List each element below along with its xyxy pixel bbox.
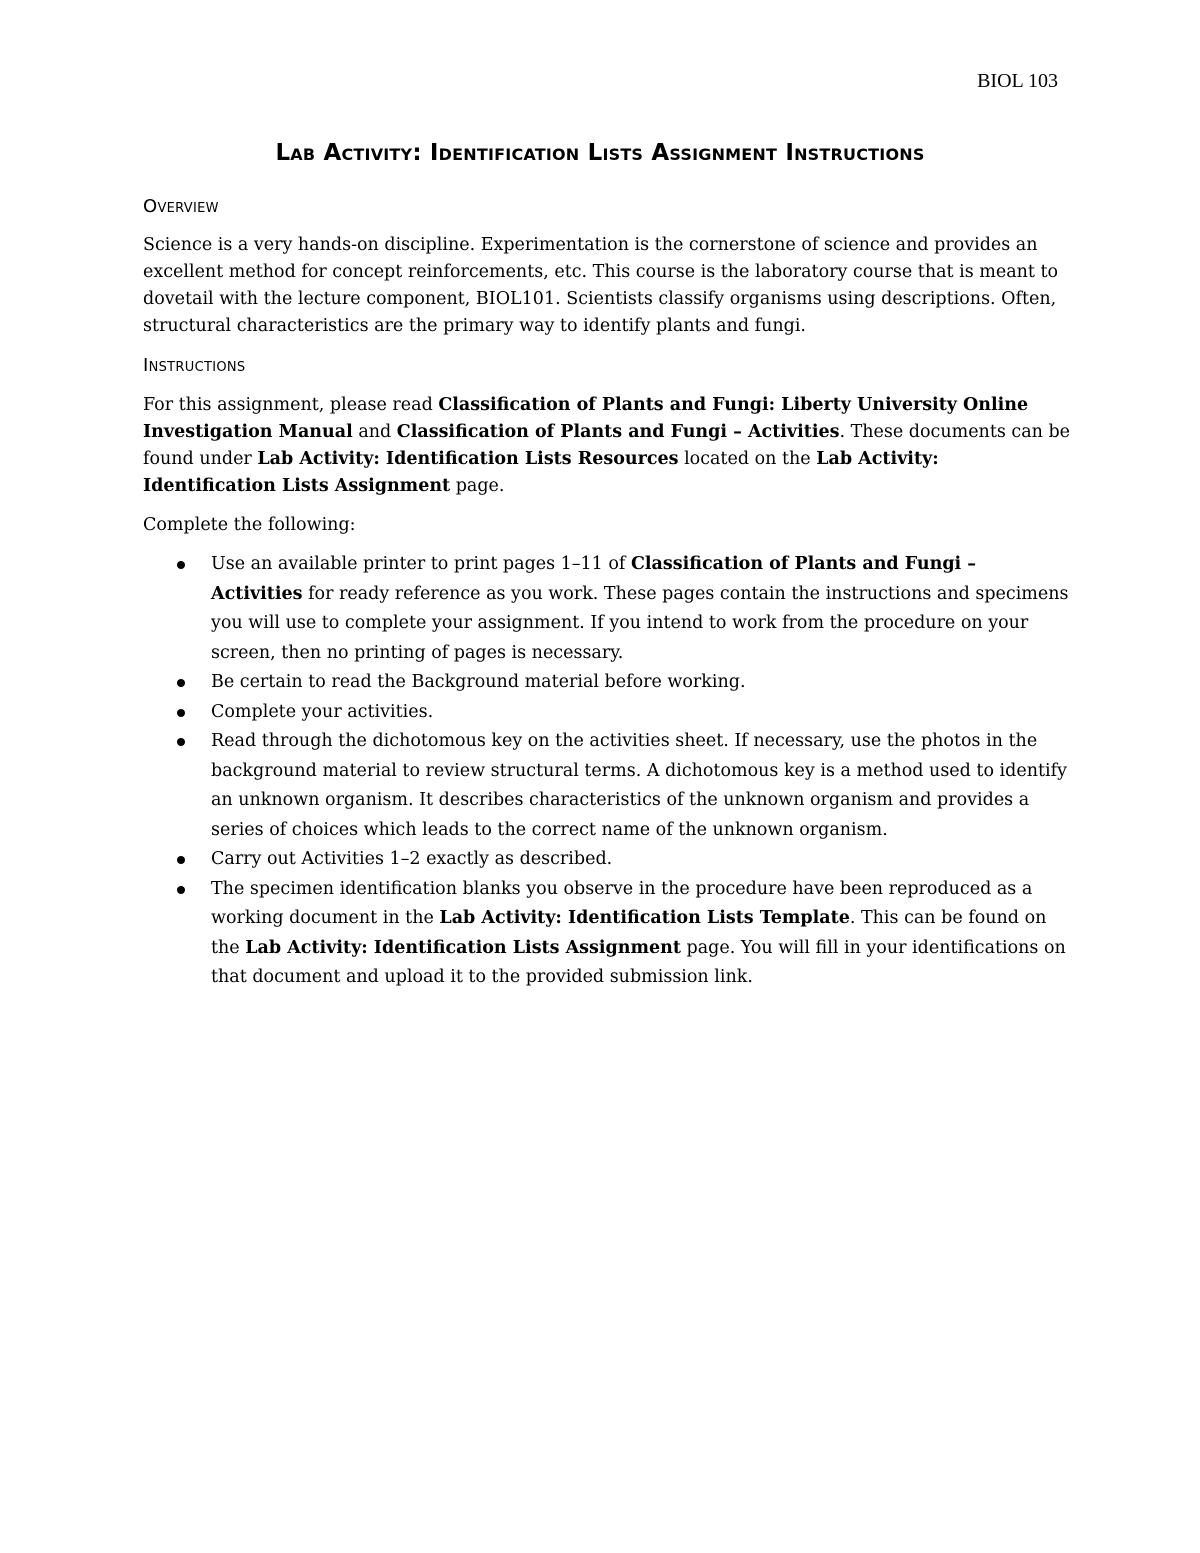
list-item-text: Be certain to read the Background material before working. bbox=[211, 672, 746, 692]
instructions-heading: Instructions bbox=[143, 355, 246, 376]
bullet-icon bbox=[177, 856, 185, 864]
intro-bold-assignment-page: Lab Activity: Identification Lists Assignment bbox=[143, 449, 939, 496]
list-item-bold: Lab Activity: Identification Lists Template bbox=[439, 908, 850, 928]
list-item-text: Complete your activities. bbox=[211, 701, 434, 722]
intro-text: page. bbox=[450, 476, 505, 496]
list-item bbox=[143, 668, 1073, 698]
intro-bold-resources: Lab Activity: Identification Lists Resources bbox=[257, 449, 679, 469]
list-item bbox=[143, 727, 1073, 845]
list-item-text: The specimen identification blanks you observe in the procedure have been reproduced as a working document in the bbox=[211, 878, 1033, 928]
list-item-text: for ready reference as you work. These pages contain the instructions and specimens you will use to complete your assignment. If you intend to work from the procedure on your screen, then no printing of pages is necessary. bbox=[211, 583, 1069, 663]
bullet-icon bbox=[177, 679, 185, 687]
intro-text: . These documents can be found under bbox=[143, 422, 1071, 469]
list-item-bold: Classification of Plants and Fungi – Activities bbox=[211, 554, 977, 604]
overview-paragraph: Science is a very hands-on discipline. Experimentation is the cornerstone of science and provides an excellent method for concept reinforcements, etc. This course is the laboratory course that is meant to dovetail with the lecture component, BIOL101. Scientists classify organisms using descriptions. Often, structural characteristics are the primary way to identify plants and fungi. bbox=[143, 235, 1059, 336]
list-item bbox=[143, 875, 1073, 993]
list-item bbox=[143, 845, 1073, 875]
list-item-text: page. You will fill in your identifications on that document and upload it to the provided submission link. bbox=[211, 937, 1066, 987]
list-item-bold: Lab Activity: Identification Lists Assignment bbox=[245, 937, 681, 958]
intro-text: For this assignment, please read bbox=[143, 395, 439, 415]
intro-text: and bbox=[352, 422, 397, 442]
intro-text: located on the bbox=[678, 449, 817, 469]
instructions-intro-paragraph bbox=[143, 392, 1073, 500]
complete-label: Complete the following: bbox=[143, 515, 356, 535]
intro-bold-manual: Classification of Plants and Fungi: Liberty University Online Investigation Manual bbox=[143, 395, 1029, 442]
document-title: Lab Activity: Identification Lists Assignment Instructions bbox=[275, 140, 925, 166]
list-item bbox=[143, 698, 1073, 728]
overview-heading: Overview bbox=[143, 196, 219, 217]
bullet-icon bbox=[177, 886, 185, 894]
intro-bold-activities: Classification of Plants and Fungi – Activities bbox=[396, 422, 840, 442]
list-item bbox=[143, 550, 1073, 668]
bullet-icon bbox=[177, 738, 185, 746]
bullet-icon bbox=[177, 709, 185, 717]
list-item-text: Read through the dichotomous key on the activities sheet. If necessary, use the photos in the background material to review structural terms. A dichotomous key is a method used to identify an unknown organism. It describes characteristics of the unknown organism and provides a series of choices which leads to the correct name of the unknown organism. bbox=[211, 731, 1067, 840]
course-code: BIOL 103 bbox=[977, 70, 1058, 92]
list-item-text: Carry out Activities 1–2 exactly as described. bbox=[211, 849, 613, 869]
instruction-list bbox=[143, 550, 1073, 993]
bullet-icon bbox=[177, 561, 185, 569]
list-item-text: . This can be found on the bbox=[211, 908, 1047, 958]
list-item-text: Use an available printer to print pages 1–11 of bbox=[211, 554, 631, 574]
